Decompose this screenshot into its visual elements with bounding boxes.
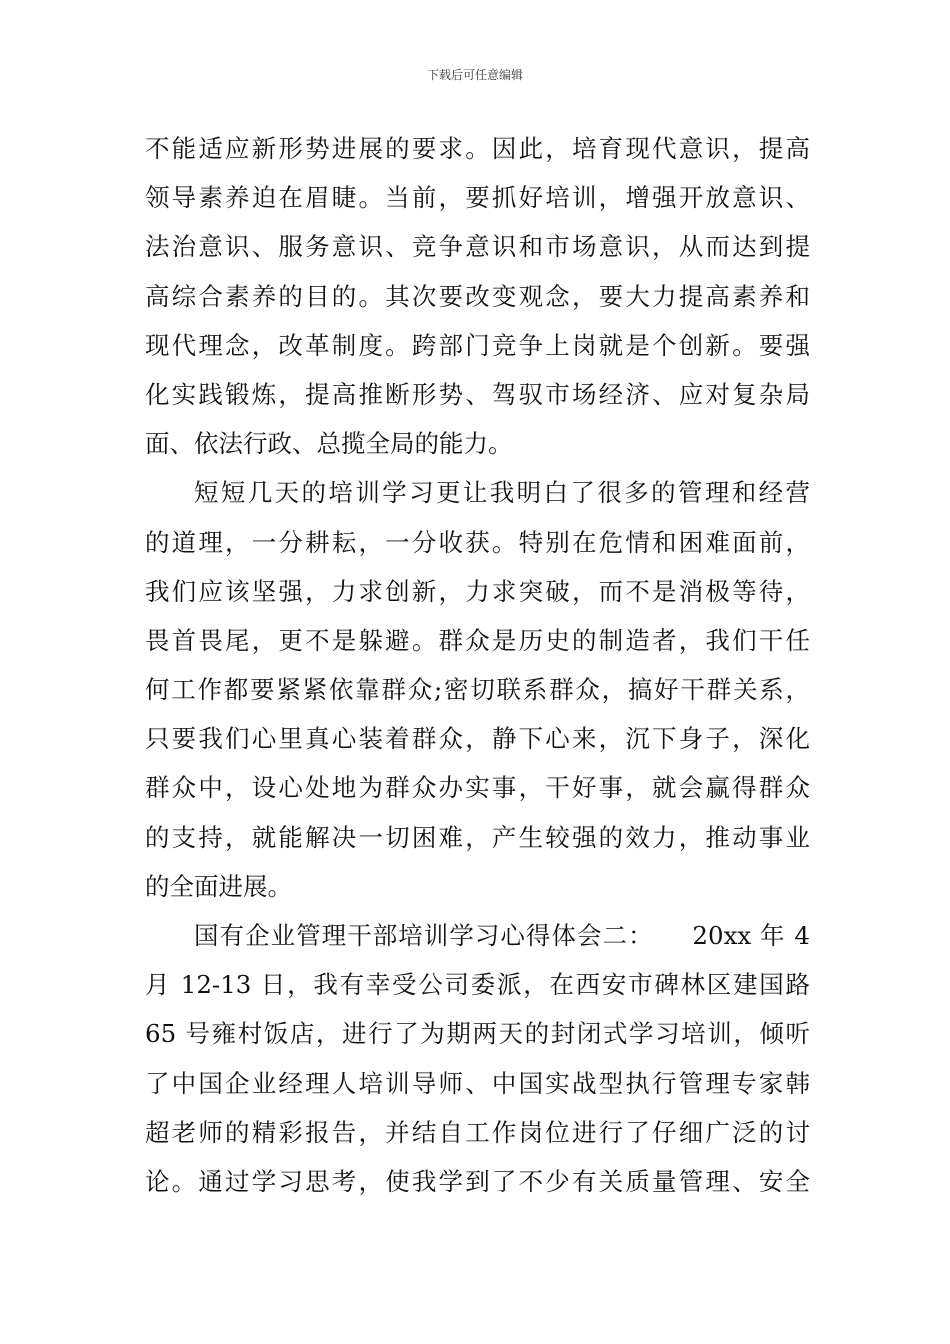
text-line: 国有企业管理干部培训学习心得体会二： 20xx 年 4 bbox=[194, 921, 810, 950]
text-line: 面、依法行政、总揽全局的能力。 bbox=[145, 429, 513, 459]
text-line: 不能适应新形势进展的要求。因此，培育现代意识，提高 bbox=[145, 134, 810, 163]
text-line: 现代理念，改革制度。跨部门竞争上岗就是个创新。要强 bbox=[145, 330, 810, 360]
text-line: 论。通过学习思考，使我学到了不少有关质量管理、安全 bbox=[145, 1166, 810, 1196]
text-line: 法治意识、服务意识、竞争意识和市场意识，从而达到提 bbox=[145, 232, 810, 262]
text-line: 短短几天的培训学习更让我明白了很多的管理和经营 bbox=[194, 478, 810, 508]
text-line: 月 12-13 日，我有幸受公司委派，在西安市碑林区建国路 bbox=[145, 970, 810, 1000]
text-line: 高综合素养的目的。其次要改变观念，要大力提高素养和 bbox=[145, 281, 810, 311]
text-line: 65 号雍村饭店，进行了为期两天的封闭式学习培训，倾听 bbox=[145, 1019, 810, 1049]
text-line: 我们应该坚强，力求创新，力求突破，而不是消极等待， bbox=[145, 576, 810, 606]
text-line: 何工作都要紧紧依靠群众;密切联系群众，搞好干群关系， bbox=[145, 675, 810, 705]
text-line: 化实践锻炼，提高推断形势、驾驭市场经济、应对复杂局 bbox=[145, 379, 810, 409]
text-line: 的支持，就能解决一切困难，产生较强的效力，推动事业 bbox=[145, 822, 810, 852]
page-header: 下载后可任意编辑 bbox=[426, 68, 523, 82]
text-line: 的全面进展。 bbox=[145, 871, 292, 901]
document-body bbox=[145, 124, 810, 1206]
text-line: 的道理，一分耕耘，一分收获。特别在危情和困难面前， bbox=[145, 527, 810, 557]
text-line: 超老师的精彩报告，并结自工作岗位进行了仔细广泛的讨 bbox=[145, 1117, 810, 1147]
text-line: 只要我们心里真心装着群众，静下心来，沉下身子，深化 bbox=[145, 724, 810, 754]
paragraph-1 bbox=[145, 124, 810, 468]
text-line: 群众中，设心处地为群众办实事，干好事，就会赢得群众 bbox=[145, 773, 810, 803]
text-line: 了中国企业经理人培训导师、中国实战型执行管理专家韩 bbox=[145, 1068, 810, 1098]
text-line: 畏首畏尾，更不是躲避。群众是历史的制造者，我们干任 bbox=[145, 625, 810, 655]
text-line: 领导素养迫在眉睫。当前，要抓好培训，增强开放意识、 bbox=[145, 183, 810, 213]
paragraph-3 bbox=[145, 911, 810, 1206]
paragraph-2 bbox=[145, 468, 810, 911]
